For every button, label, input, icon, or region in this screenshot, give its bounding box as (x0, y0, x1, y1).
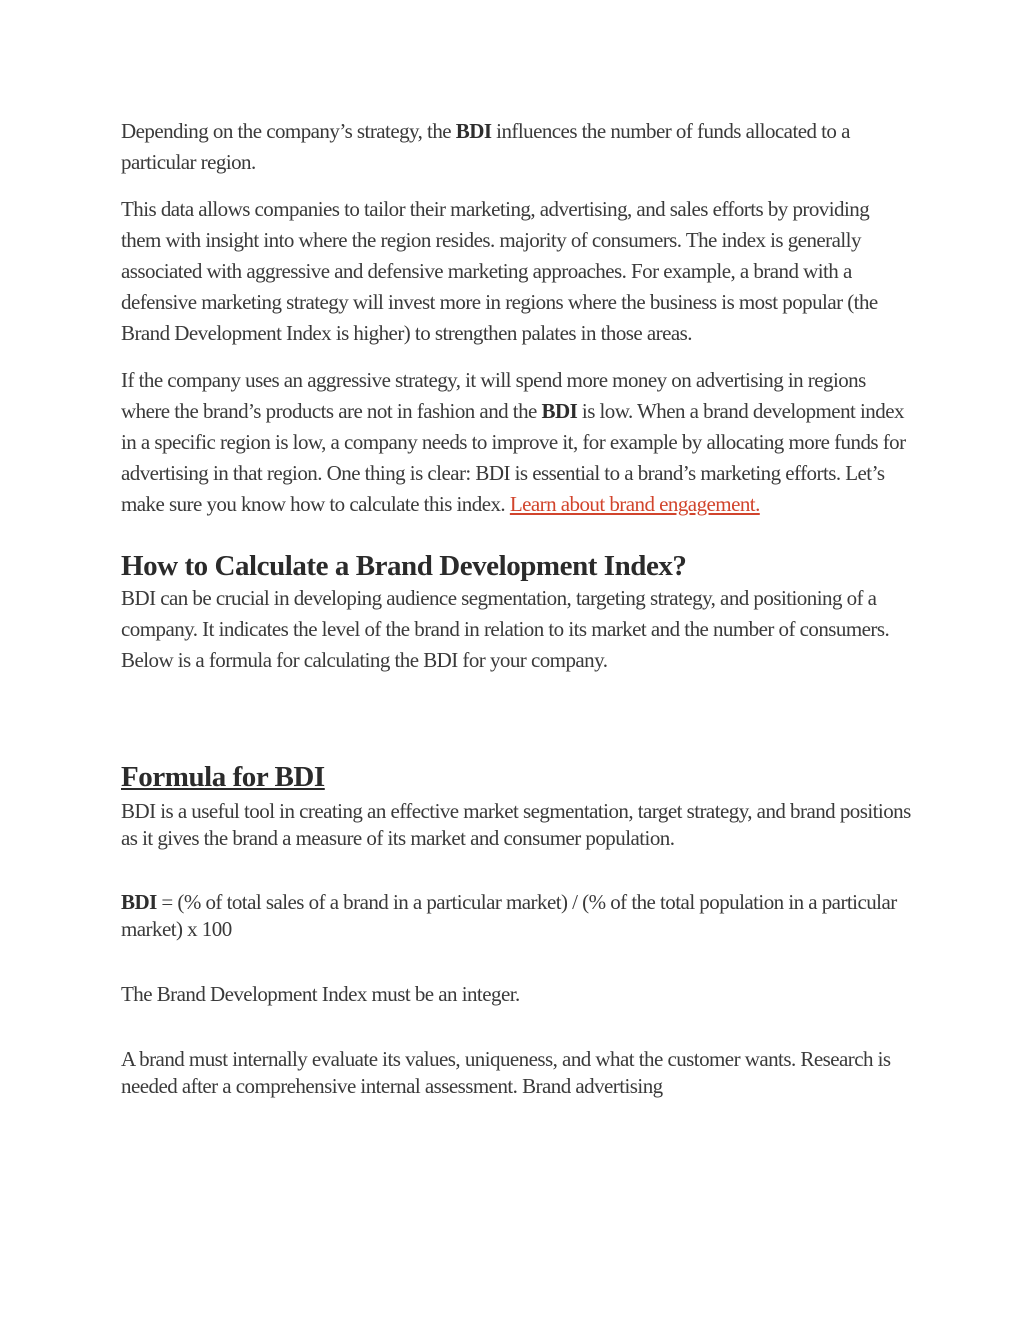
heading-how-to-calculate: How to Calculate a Brand Development Index? (121, 550, 687, 582)
paragraph-bdi-formula: BDI = (% of total sales of a brand in a particular market) / (% of the total population in a particular market) x 100 (121, 890, 897, 941)
paragraph-useful-tool: BDI is a useful tool in creating an effective market segmentation, target strategy, and brand positions as it gives the brand a measure of its market and consumer population. (121, 799, 911, 850)
bdi-bold: BDI (455, 119, 492, 143)
bdi-bold: BDI (541, 399, 578, 423)
document-page (121, 116, 911, 1100)
paragraph-aggressive-strategy: If the company uses an aggressive strategy, it will spend more money on advertising in regions where the brand’s products are not in fashion and the BDI is low. When a brand development index in a specific region is low, a company needs to improve it, for example by allocating more funds for advertising in that region. One thing is clear: BDI is essential to a brand’s marketing efforts. Let’s make sure you know how to calculate this index. Learn about brand engagement. (121, 368, 906, 516)
paragraph-bdi-funds: Depending on the company’s strategy, the BDI influences the number of funds allocated to a particular region. (121, 119, 850, 174)
bdi-bold: BDI (121, 890, 157, 914)
paragraph-tailor-marketing: This data allows companies to tailor their marketing, advertising, and sales efforts by providing them with insight into where the region resides. majority of consumers. The index is generally associated with aggressive and defensive marketing approaches. For example, a brand with a defensive marketing strategy will invest more in regions where the business is most popular (the Brand Development Index is higher) to strengthen palates in those areas. (121, 197, 878, 345)
paragraph-evaluate-values: A brand must internally evaluate its values, uniqueness, and what the customer wants. Research is needed after a comprehensive internal assessment. Brand advertising (121, 1047, 891, 1098)
heading-formula-for-bdi: Formula for BDI (121, 761, 325, 793)
paragraph-integer: The Brand Development Index must be an integer. (121, 982, 520, 1006)
paragraph-bdi-crucial: BDI can be crucial in developing audience segmentation, targeting strategy, and positioning of a company. It indicates the level of the brand in relation to its market and the number of consumers. Below is a formula for calculating the BDI for your company. (121, 586, 890, 672)
brand-engagement-link[interactable]: Learn about brand engagement. (509, 492, 760, 516)
